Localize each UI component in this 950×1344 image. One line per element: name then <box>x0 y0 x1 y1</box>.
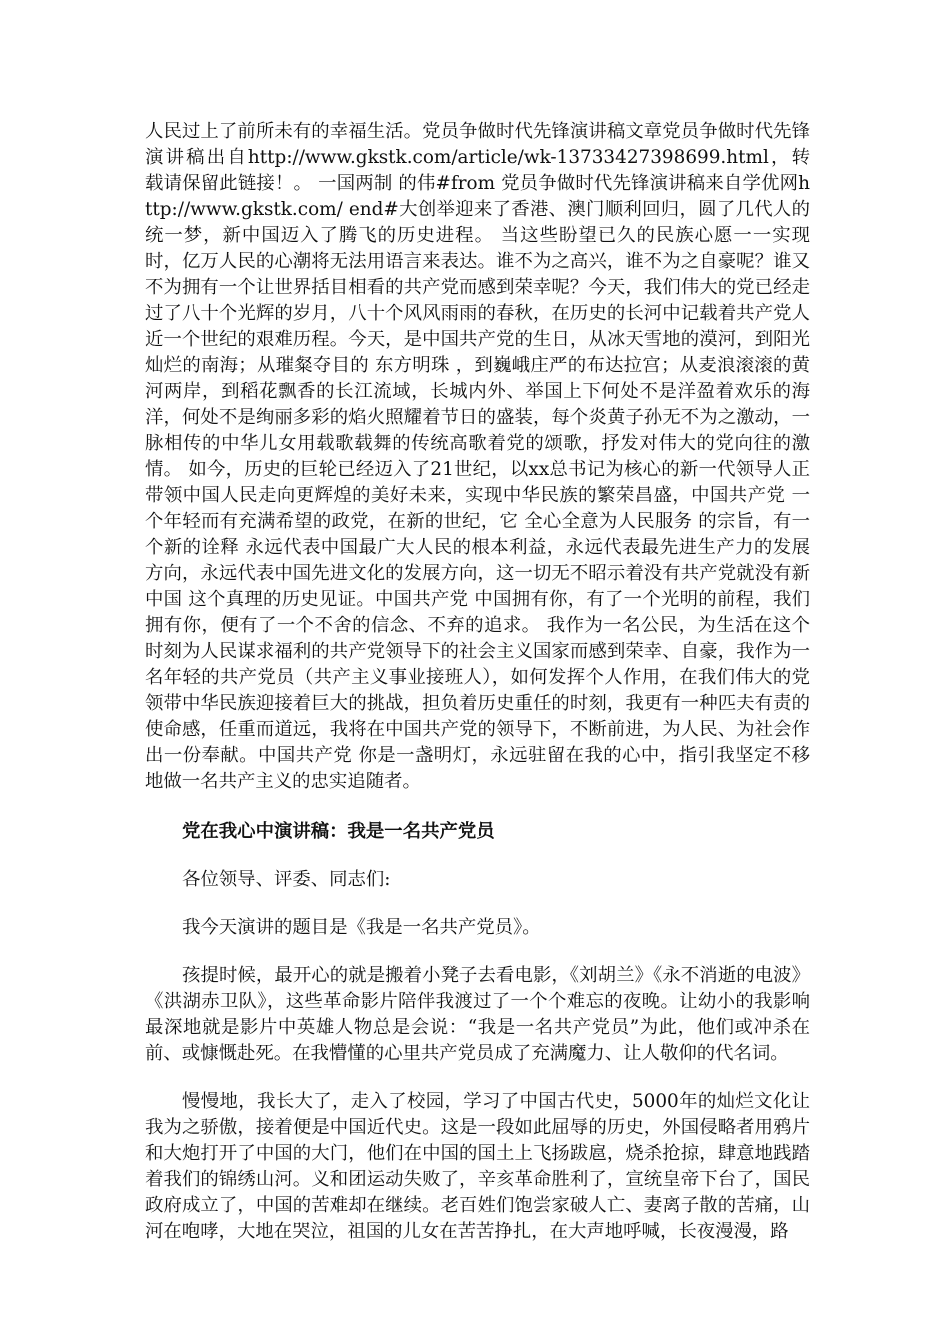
body-paragraph-intro: 人民过上了前所未有的幸福生活。党员争做时代先锋演讲稿文章党员争做时代先锋演讲稿出自http://www.gkstk.com/article/wk-13733427398699.html，转载请保留此链接！。 一国两制 的伟#from 党员争做时代先锋演讲稿来自学优网http://www.gkstk.com/ end#大创举迎来了香港、澳门顺利回归，圆了几代人的统一梦，新中国迈入了腾飞的历史进程。 当这些盼望已久的民族心愿一一实现时，亿万人民的心潮将无法用语言来表达。谁不为之高兴，谁不为之自豪呢？谁又不为拥有一个让世界括目相看的共产党而感到荣幸呢？今天，我们伟大的党已经走过了八十个光辉的岁月，八十个风风雨雨的春秋，在历史的长河中记载着共产党人近一个世纪的艰难历程。今天，是中国共产党的生日，从冰天雪地的漠河，到阳光灿烂的南海；从璀粲夺目的 东方明珠 ，到巍峨庄严的布达拉宫；从麦浪滚滚的黄河两岸，到稻花飘香的长江流域，长城内外、举国上下何处不是洋盈着欢乐的海洋，何处不是绚丽多彩的焰火照耀着节日的盛装，每个炎黄子孙无不为之激动，一脉相传的中华儿女用载歌载舞的传统高歌着党的颂歌，抒发对伟大的党向往的激情。 如今，历史的巨轮已经迈入了21世纪，以xx总书记为核心的新一代领导人正带领中国人民走向更辉煌的美好未来，实现中华民族的繁荣昌盛，中国共产党 一个年轻而有充满希望的政党，在新的世纪，它 全心全意为人民服务 的宗旨，有一个新的诠释 永远代表中国最广大人民的根本利益，永远代表最先进生产力的发展方向，永远代表中国先进文化的发展方向，这一切无不昭示着没有共产党就没有新中国 这个真理的历史见证。中国共产党 中国拥有你，有了一个光明的前程，我们拥有你，便有了一个不舍的信念、不弃的追求。 我作为一名公民，为生活在这个时刻为人民谋求福利的共产党领导下的社会主义国家而感到荣幸、自豪，我作为一名年轻的共产党员（共产主义事业接班人），如何发挥个人作用，在我们伟大的党领带中华民族迎接着巨大的挑战，担负着历史重任的时刻，我更有一种匹夫有责的使命感，任重而道远，我将在中国共产党的领导下，不断前进，为人民、为社会作出一份奉献。中国共产党 你是一盏明灯，永远驻留在我的心中，指引我坚定不移地做一名共产主义的忠实追随者。 <box>145 121 810 792</box>
body-paragraph-growing-up: 慢慢地，我长大了，走入了校园，学习了中国古代史，5000年的灿烂文化让我为之骄傲，接着便是中国近代史。这是一段如此屈辱的历史，外国侵略者用鸦片和大炮打开了中国的大门，他们在中国的国土上飞扬跋扈，烧杀抢掠，肆意地践踏着我们的锦绣山河。义和团运动失败了，辛亥革命胜利了，宣统皇帝下台了，国民政府成立了，中国的苦难却在继续。老百姓们饱尝家破人亡、妻离子散的苦痛，山河在咆哮，大地在哭泣，祖国的儿女在苦苦挣扎，在大声地呼喊，长夜漫漫，路 <box>145 1091 810 1242</box>
salutation-paragraph: 各位领导、评委、同志们: <box>182 869 391 890</box>
body-paragraph-childhood: 孩提时候，最开心的就是搬着小凳子去看电影，《刘胡兰》《永不消逝的电波》《洪湖赤卫队》，这些革命影片陪伴我渡过了一个个难忘的夜晚。让幼小的我影响最深地就是影片中英雄人物总是会说：“我是一名共产党员”为此，他们或冲杀在前、或慷慨赴死。在我懵懂的心里共产党员成了充满魔力、让人敬仰的代名词。 <box>145 965 810 1064</box>
section-heading: 党在我心中演讲稿：我是一名共产党员 <box>182 821 495 842</box>
document-page <box>145 119 810 1245</box>
topic-paragraph: 我今天演讲的题目是《我是一名共产党员》。 <box>182 917 541 938</box>
